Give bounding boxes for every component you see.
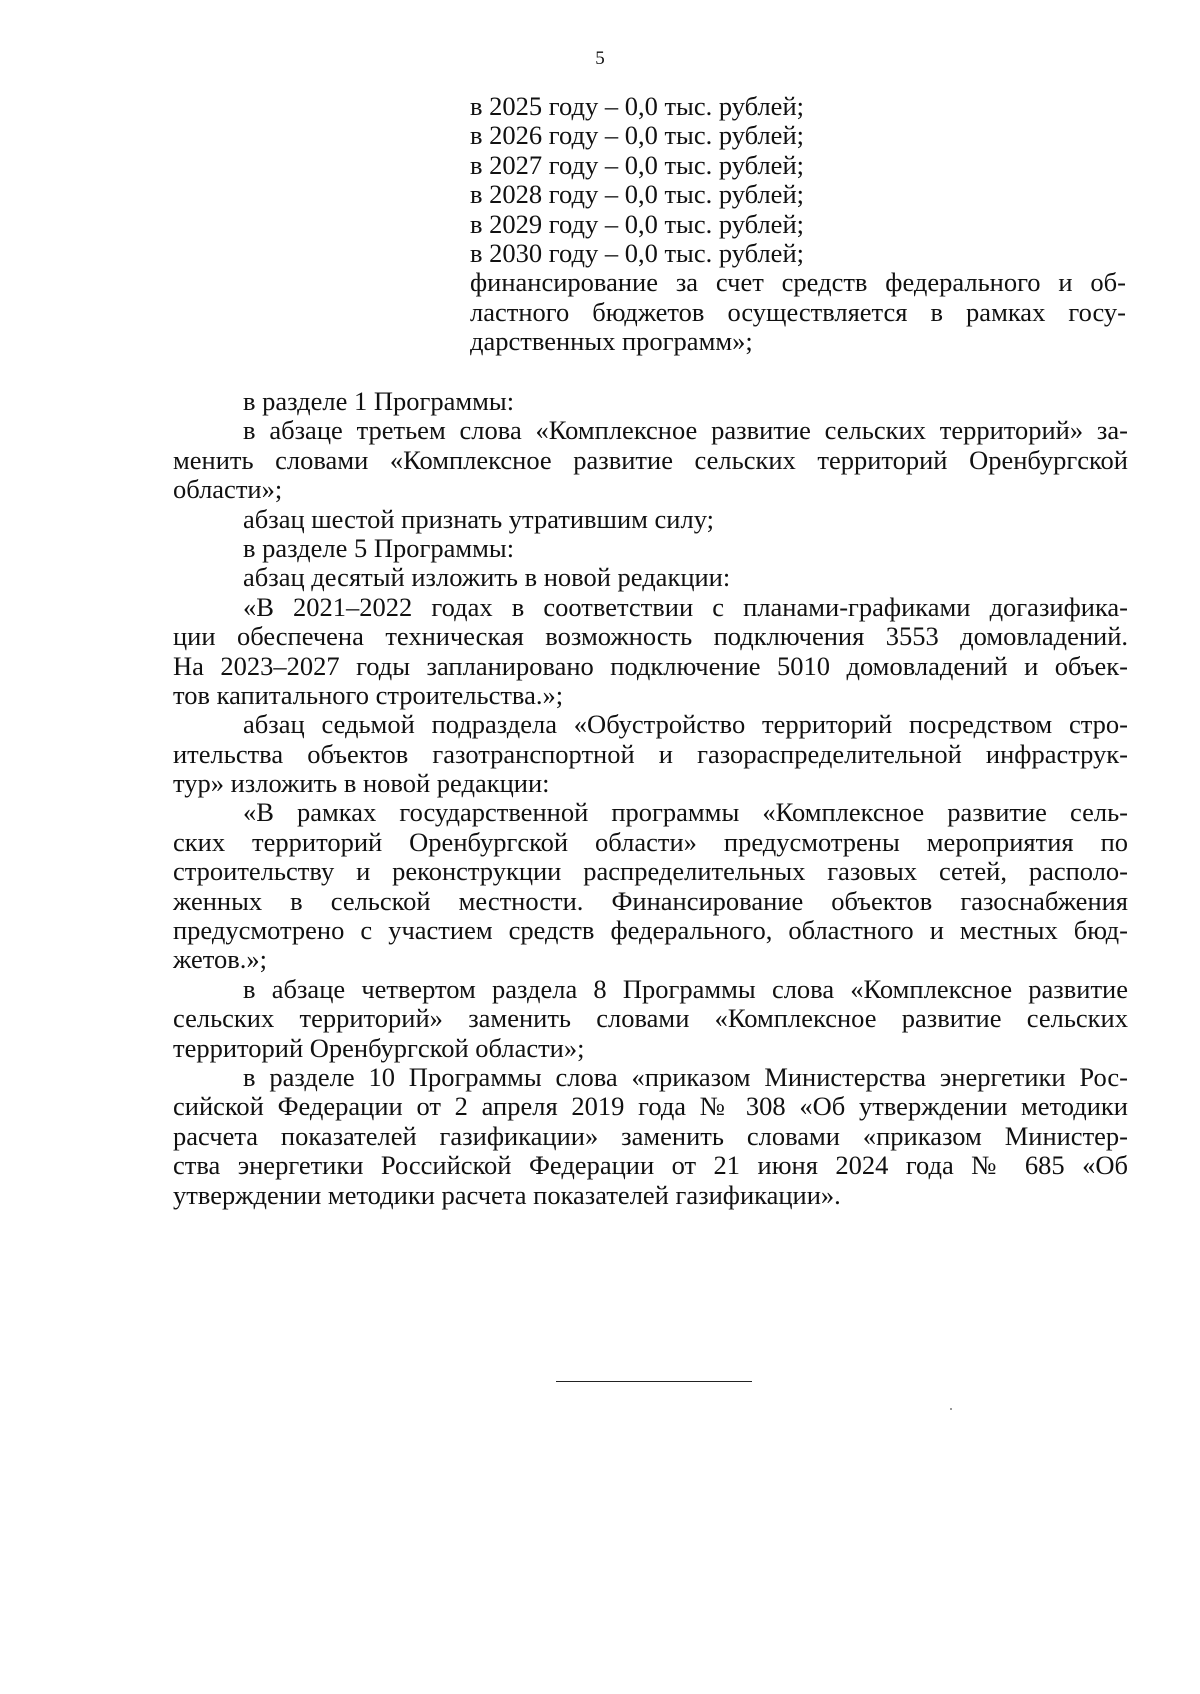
paragraph-line: сийской Федерации от 2 апреля 2019 года № 308 «Об утверждении методики — [173, 1091, 1128, 1122]
paragraph-line: ции обеспечена техническая возможность подключения 3553 домовладений. — [173, 621, 1128, 652]
funding-year-line: в 2025 году – 0,0 тыс. рублей; — [470, 91, 804, 121]
paragraph-line: в абзаце третьем слова «Комплексное развитие сельских территорий» за- — [243, 415, 1128, 446]
paragraph-line: женных в сельской местности. Финансирование объектов газоснабжения — [173, 885, 1128, 916]
paragraph-line: «В 2021–2022 годах в соответствии с планами-графиками догазифика- — [243, 591, 1128, 622]
paragraph-line: предусмотрено с участием средств федерального, областного и местных бюд- — [173, 915, 1128, 946]
paragraph-section-5-para-10-intro — [173, 563, 1128, 592]
funding-note-line: финансирование за счет средств федерального и об- — [470, 267, 1126, 298]
paragraph-line: сельских территорий» заменить словами «Комплексное развитие сельских — [173, 1003, 1128, 1034]
paragraph-section-5-para-10-text — [173, 593, 1128, 711]
paragraph-line: строительству и реконструкции распределительных газовых сетей, располо- — [173, 856, 1128, 887]
funding-year-line: в 2026 году – 0,0 тыс. рублей; — [470, 120, 804, 151]
paragraph-line: в абзаце четвертом раздела 8 Программы слова «Комплексное развитие — [243, 973, 1128, 1004]
page-number: 5 — [595, 48, 605, 69]
funding-note-line: дарственных программ»; — [470, 326, 753, 357]
paragraph-line: тов капитального строительства.»; — [173, 679, 564, 710]
paragraph-section-5-para-7-text — [173, 798, 1128, 974]
paragraph-line: На 2023–2027 годы запланировано подключение 5010 домовладений и объек- — [173, 650, 1128, 681]
paragraph-line: абзац десятый изложить в новой редакции: — [243, 562, 731, 593]
paragraph-line: расчета показателей газификации» заменить словами «приказом Министер- — [173, 1120, 1128, 1151]
paragraph-line: в разделе 10 Программы слова «приказом Министерства энергетики Рос- — [243, 1061, 1128, 1092]
paragraph-section-5-para-7-intro — [173, 710, 1128, 798]
paragraph-line: абзац седьмой подраздела «Обустройство территорий посредством стро- — [243, 709, 1128, 740]
paragraph-line: тур» изложить в новой редакции: — [173, 768, 550, 799]
paragraph-section-1-header — [173, 387, 1128, 416]
paragraph-line: утверждении методики расчета показателей газификации». — [173, 1179, 841, 1210]
scan-speck — [950, 1408, 952, 1410]
closing-rule — [556, 1381, 752, 1382]
paragraph-section-8-para-4 — [173, 975, 1128, 1063]
paragraph-section-10 — [173, 1063, 1128, 1210]
funding-note-line: ластного бюджетов осуществляется в рамках госу- — [470, 296, 1126, 327]
paragraph-line: абзац шестой признать утратившим силу; — [243, 503, 714, 534]
funding-block — [470, 92, 1126, 357]
paragraph-line: в разделе 1 Программы: — [243, 386, 515, 416]
paragraph-section-1-para-3 — [173, 416, 1128, 504]
amendments-body — [173, 387, 1128, 1210]
funding-year-line: в 2029 году – 0,0 тыс. рублей; — [470, 208, 804, 239]
paragraph-line: ских территорий Оренбургской области» предусмотрены мероприятия по — [173, 826, 1128, 857]
paragraph-line: «В рамках государственной программы «Комплексное развитие сель- — [243, 797, 1128, 828]
paragraph-line: в разделе 5 Программы: — [243, 532, 515, 563]
paragraph-line: ства энергетики Российской Федерации от 21 июня 2024 года № 685 «Об — [173, 1150, 1128, 1181]
paragraph-section-5-header — [173, 534, 1128, 563]
funding-year-line: в 2030 году – 0,0 тыс. рублей; — [470, 237, 804, 268]
paragraph-line: жетов.»; — [173, 944, 267, 975]
paragraph-line: ительства объектов газотранспортной и газораспределительной инфраструк- — [173, 738, 1128, 769]
funding-year-line: в 2027 году – 0,0 тыс. рублей; — [470, 149, 804, 180]
funding-year-line: в 2028 году – 0,0 тыс. рублей; — [470, 179, 804, 210]
paragraph-line: менить словами «Комплексное развитие сельских территорий Оренбургской — [173, 444, 1128, 475]
paragraph-line: области»; — [173, 474, 283, 505]
paragraph-line: территорий Оренбургской области»; — [173, 1032, 585, 1063]
paragraph-section-1-para-6 — [173, 505, 1128, 534]
